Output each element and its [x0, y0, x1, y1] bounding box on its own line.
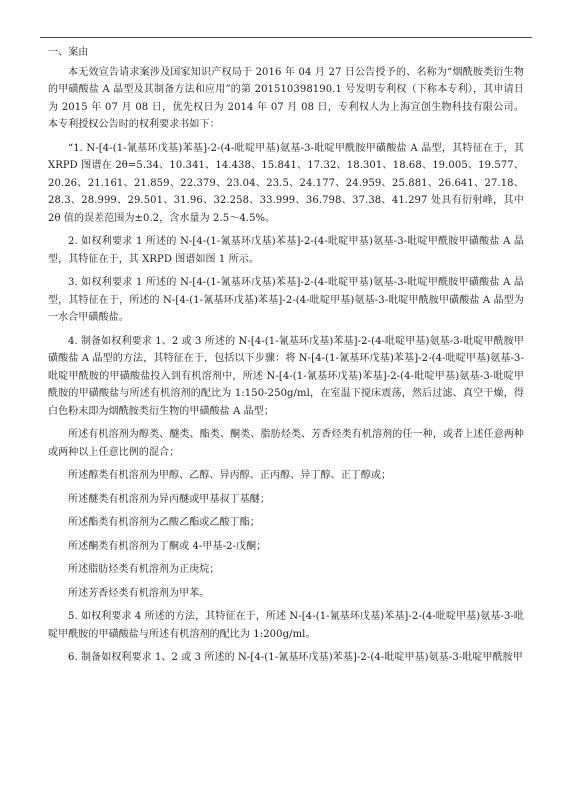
claim-4: 4. 制备如权利要求 1、2 或 3 所述的 N-[4-(1-氰基环戊基)苯基]-2-(4-吡啶甲基)氨基-3-吡啶甲酰胺甲磺酸盐 A 晶型的方法，其特征在于，包括以下步骤：将 N-[4-(1-氰基环戊基)苯基]-2-(4-吡啶甲基)氨基-3-吡啶甲酰胺的甲磺酸盐投入到有机溶剂中，所述 N-[4-(1-氰基环戊基)苯基]-2-(4-吡啶甲基)氨基-3-吡啶甲酰胺的甲磺酸盐与所述有机溶剂的配比为 1:150-250g/ml，在室温下搅床震荡，然后过滤、真空干燥，得白色粉末即为烟酰胺类衍生物的甲磺酸盐 A 晶型； [48, 335, 524, 417]
claim-6: 6. 制备如权利要求 1、2 或 3 所述的 N-[4-(1-氰基环戊基)苯基]-2-(4-吡啶甲基)氨基-3-吡啶甲酰胺甲 [68, 652, 523, 663]
section-heading: 一、案由 [48, 47, 89, 58]
claim-1: “1. N-[4-(1-氰基环戊基)苯基]-2-(4-吡啶甲基)氨基-3-吡啶甲酰胺甲磺酸盐 A 晶型，其特征在于，其 XRPD 图谱在 2θ=5.34、10.341、14.438、15.841、17.32、18.301、18.68、19.005、19.577、20.26、21.161、21.859、22.379、23.04、23.5、24.177、24.959、25.881、26.641、27.18、28.3、28.999、29.501、31.96、32.258、33.999、36.798、37.38、41.297 处具有衍射峰，其中 2θ 值的误差范围为±0.2，含水量为 2.5～4.5%。 [48, 142, 524, 224]
solvent-intro: 所述有机溶剂为醇类、醚类、酯类、酮类、脂肪烃类、芳香烃类有机溶剂的任一种，或者上述任意两种或两种以上任意比例的混合； [48, 429, 524, 458]
claim-2: 2. 如权利要求 1 所述的 N-[4-(1-氰基环戊基)苯基]-2-(4-吡啶甲基)氨基-3-吡啶甲酰胺甲磺酸盐 A 晶型，其特征在于，其 XRPD 图谱如图 1 所示。 [48, 236, 524, 265]
solvent-line-ether: 所述醚类有机溶剂为异丙醚或甲基叔丁基醚； [68, 493, 270, 505]
solvent-line-aromatic: 所述芳香烃类有机溶剂为甲苯。 [68, 587, 210, 599]
solvent-line-ester: 所述酯类有机溶剂为乙酸乙酯或乙酸丁酯； [68, 517, 260, 528]
solvent-line-ketone: 所述酮类有机溶剂为丁酮或 4-甲基-2-戊酮； [68, 540, 267, 552]
solvent-line-alcohol: 所述醇类有机溶剂为甲醇、乙醇、异丙醇、正丙醇、异丁醇、正丁醇或； [68, 470, 392, 481]
header-rule [40, 37, 532, 38]
claim-3: 3. 如权利要求 1 所述的 N-[4-(1-氰基环戊基)苯基]-2-(4-吡啶甲基)氨基-3-吡啶甲酰胺甲磺酸盐 A 晶型，其特征在于，所述的 N-[4-(1-氰基环戊基)苯基]-2-(4-吡啶甲基)氨基-3-吡啶甲酰胺甲磺酸盐 A 晶型为一水合甲磺酸盐。 [48, 277, 524, 323]
claim-5: 5. 如权利要求 4 所述的方法，其特征在于，所述 N-[4-(1-氰基环戊基)苯基]-2-(4-吡啶甲基)氨基-3-吡啶甲酰胺的甲磺酸盐与所述有机溶剂的配比为 1:200g/ml。 [48, 611, 524, 640]
intro-paragraph: 本无效宣告请求案涉及国家知识产权局于 2016 年 04 月 27 日公告授予的、名称为“烟酰胺类衍生物的甲磺酸盐 A 晶型及其制备方法和应用”的第 201510398190.1 号发明专利权（下称本专利），其申请日为 2015 年 07 月 08 日，优先权日为 2014 年 07 月 08 日，专利权人为上海宣创生物科技有限公司。本专利授权公告时的权利要求书如下： [48, 66, 524, 130]
document-body [48, 44, 524, 673]
solvent-line-aliphatic: 所述脂肪烃类有机溶剂为正庚烷； [68, 564, 220, 575]
